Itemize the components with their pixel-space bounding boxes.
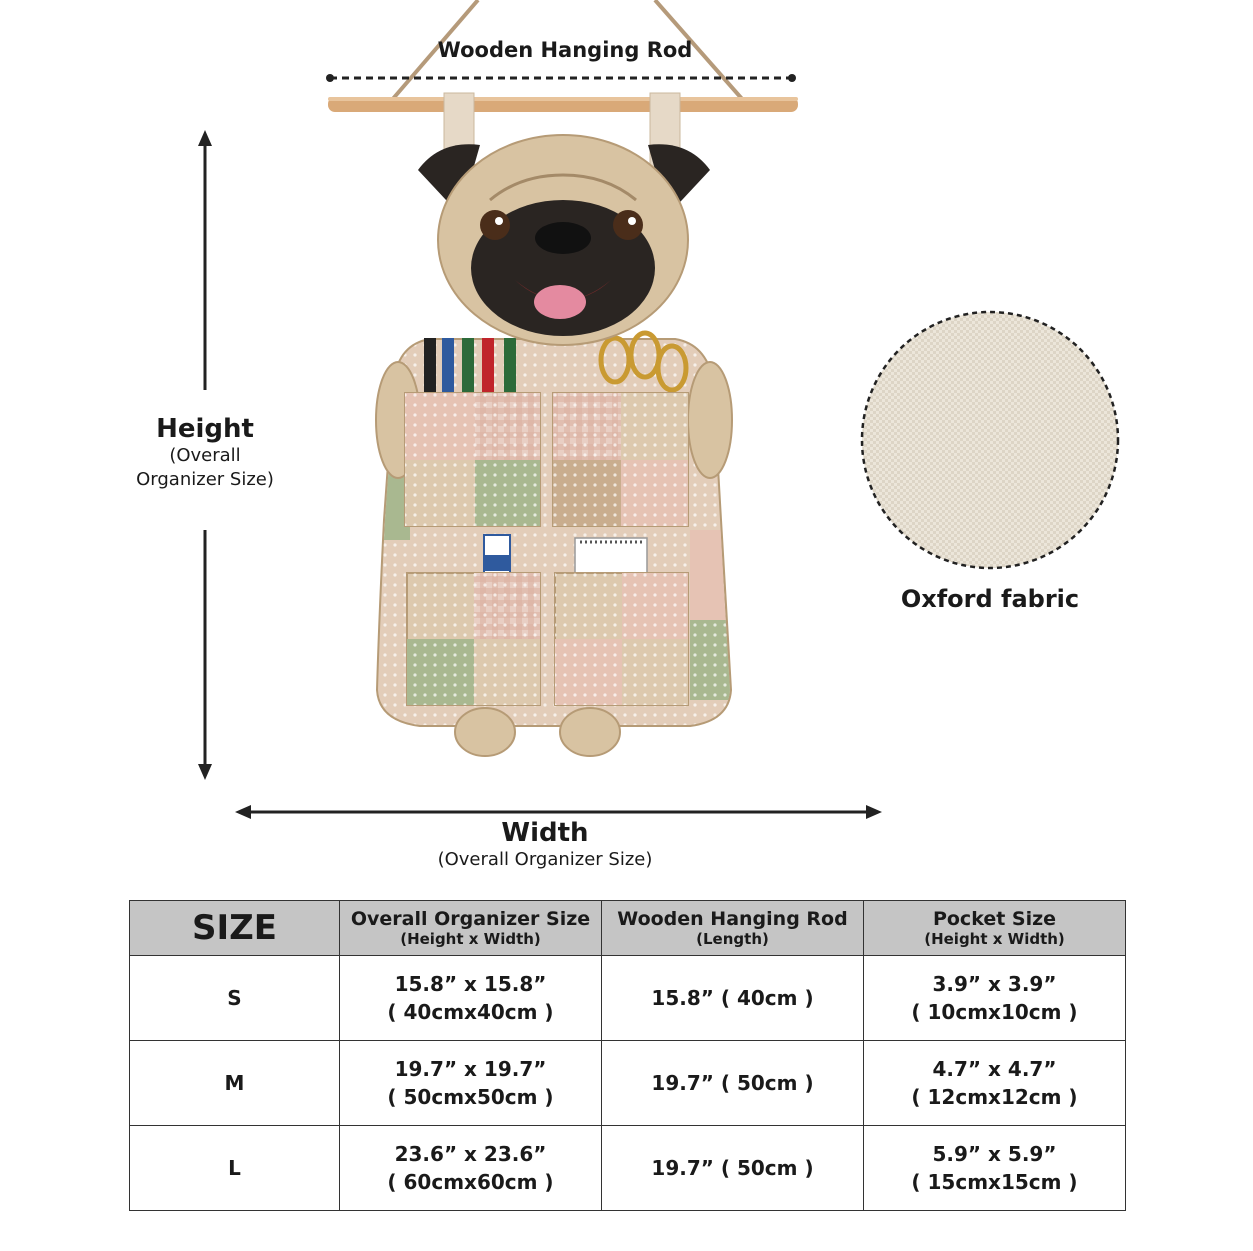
bottom-right-pocket bbox=[555, 573, 688, 705]
rod-label: Wooden Hanging Rod bbox=[437, 38, 693, 62]
width-arrow bbox=[235, 805, 882, 819]
fabric-label: Oxford fabric bbox=[900, 585, 1080, 613]
table-row bbox=[130, 1126, 1126, 1211]
header-rod-length: Wooden Hanging Rod (Length) bbox=[602, 901, 864, 956]
glue-stick bbox=[484, 535, 510, 577]
height-sub-label-2: Organizer Size) bbox=[136, 469, 274, 490]
top-left-pocket bbox=[405, 393, 540, 526]
header-overall-size: Overall Organizer Size (Height x Width) bbox=[340, 901, 602, 956]
header-pocket-size: Pocket Size (Height x Width) bbox=[864, 901, 1126, 956]
rod-length-cell: 19.7” ( 50cm ) bbox=[602, 1041, 864, 1126]
fabric-swatch bbox=[862, 312, 1118, 568]
height-label: Height bbox=[156, 414, 254, 444]
size-cell: S bbox=[130, 956, 340, 1041]
size-cell: L bbox=[130, 1126, 340, 1211]
pocket-size-cell: 3.9” x 3.9” ( 10cmx10cm ) bbox=[864, 956, 1126, 1041]
width-label-block bbox=[380, 818, 710, 872]
table-row bbox=[130, 956, 1126, 1041]
width-label: Width bbox=[501, 818, 589, 848]
size-cell: M bbox=[130, 1041, 340, 1126]
pug-head bbox=[418, 135, 710, 345]
width-sub-label: (Overall Organizer Size) bbox=[437, 849, 653, 870]
pocket-size-cell: 5.9” x 5.9” ( 15cmx15cm ) bbox=[864, 1126, 1126, 1211]
rod-length-cell: 19.7” ( 50cm ) bbox=[602, 1126, 864, 1211]
pocket-size-cell: 4.7” x 4.7” ( 12cmx12cm ) bbox=[864, 1041, 1126, 1126]
overall-size-cell: 15.8” x 15.8” ( 40cmx40cm ) bbox=[340, 956, 602, 1041]
height-sub-label-1: (Overall bbox=[169, 445, 241, 466]
table-row bbox=[130, 1041, 1126, 1126]
size-table bbox=[129, 900, 1126, 1211]
height-label-block bbox=[110, 414, 300, 492]
header-size: SIZE bbox=[130, 901, 340, 956]
rod-length-cell: 15.8” ( 40cm ) bbox=[602, 956, 864, 1041]
bottom-left-pocket bbox=[407, 573, 540, 705]
top-right-pocket bbox=[553, 393, 688, 526]
table-header-row bbox=[130, 901, 1126, 956]
overall-size-cell: 23.6” x 23.6” ( 60cmx60cm ) bbox=[340, 1126, 602, 1211]
overall-size-cell: 19.7” x 19.7” ( 50cmx50cm ) bbox=[340, 1041, 602, 1126]
